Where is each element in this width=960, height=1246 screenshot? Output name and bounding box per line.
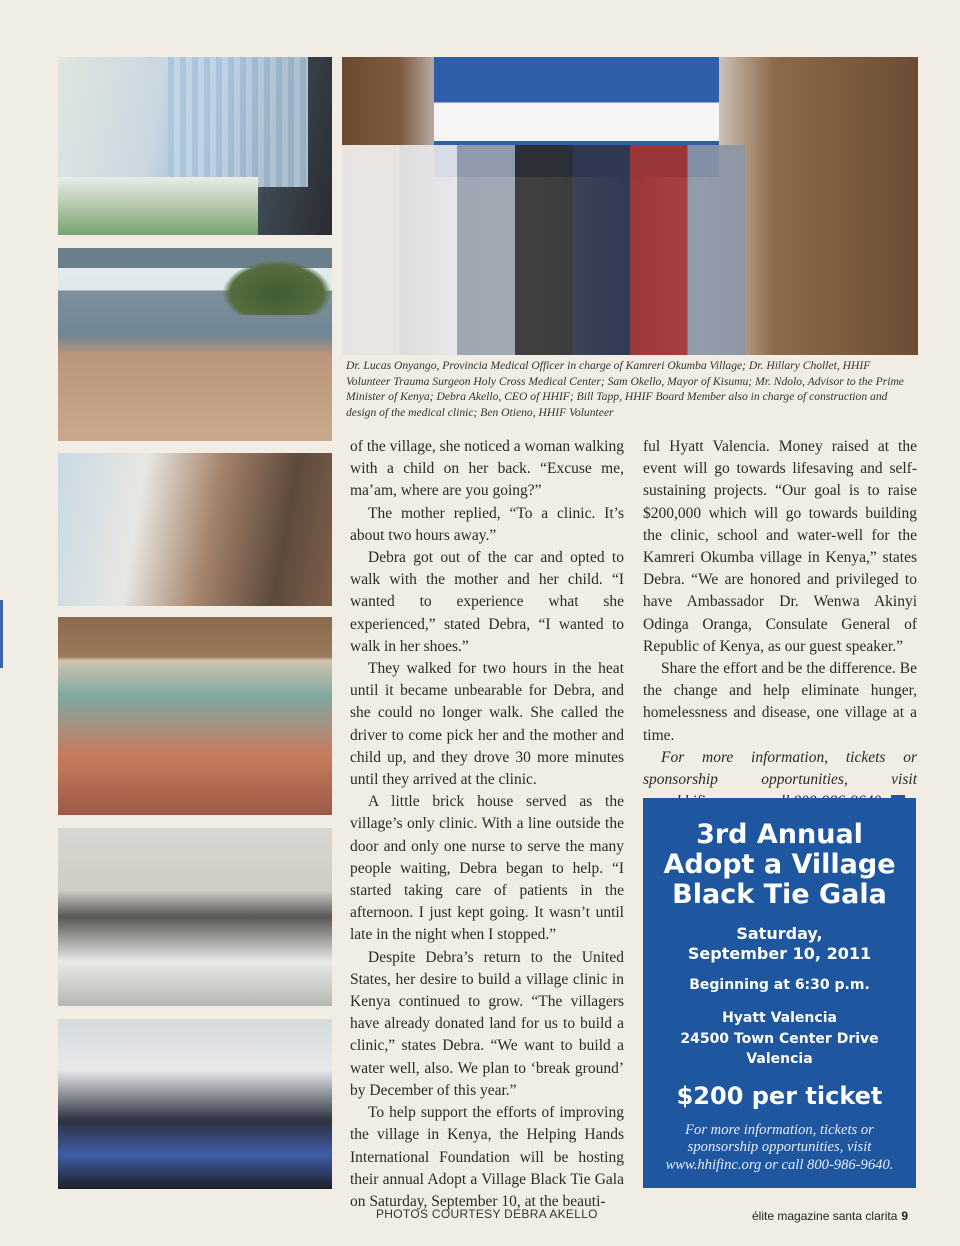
group-photo-caption: Dr. Lucas Onyango, Provincia Medical Officer in charge of Kamreri Okumba Village; Dr. Hillary Chollet, HHIF Volunteer Trauma Surgeon Holy Cross Medical Center; Sam Okello, Mayor of Kisumu; Mr. Ndolo, Advisor to the Prime Minister of Kenya; Debra Akello, CEO of HHIF; Bill Tapp, HHIF Board Member also in charge of construction and design of the medical clinic; Ben Otieno, HHIF Volunteer [346, 359, 904, 419]
photo-curtain [168, 57, 308, 187]
gala-title-line: Black Tie Gala [672, 879, 887, 910]
gala-title [643, 820, 916, 910]
gala-ticket-price: $200 per ticket [676, 1081, 883, 1110]
magazine-name: élite magazine santa clarita [752, 1209, 898, 1223]
paragraph: Despite Debra’s return to the United States, her desire to build a village clinic in Kenya continued to grow. “The villagers have already donated land for us to build a clinic,” states Debra. “We want to build a water well, also. We plan to ‘break ground’ by December of this year.” [350, 948, 624, 1099]
paragraph: A little brick house served as the village’s only clinic. With a line outside the door and only one nurse to serve the many people waiting, Debra began to help. “I started taking care of patients in the afternoon. I just kept going. It wasn’t until late in the night when I stopped.” [350, 793, 624, 944]
page-number: 9 [901, 1209, 909, 1223]
gala-announcement-box [643, 798, 916, 1188]
photo-hospital-corridor-meeting [58, 1019, 332, 1189]
gala-date [643, 924, 916, 964]
paragraph: They walked for two hours in the heat until it became unbearable for Debra, and she could no longer walk. She called the driver to come pick her and the mother and child up, and they drove 30 more minutes until they arrived at the clinic. [350, 660, 624, 789]
photo-tree [222, 260, 332, 315]
photo-waiting-women-children [58, 453, 332, 606]
photo-people [342, 145, 918, 355]
gala-venue [643, 1008, 916, 1070]
edge-accent-stripe [0, 600, 3, 668]
page-footer [752, 1209, 908, 1223]
photo-bed [58, 177, 258, 235]
gala-venue-line: 24500 Town Center Drive [680, 1030, 879, 1047]
photo-clinic-yard-group [58, 248, 332, 441]
gala-venue-line: Valencia [746, 1051, 813, 1067]
paragraph: To help support the efforts of improving the village in Kenya, the Helping Hands International Foundation will be hosting their annual Adopt a Village Black Tie Gala on Saturday, September 10, at the beauti- [350, 1104, 624, 1210]
photo-credit: PHOTOS COURTESY DEBRA AKELLO [376, 1207, 598, 1221]
paragraph: Share the effort and be the difference. Be the change and help eliminate hunger, homelessness and disease, one village at a time. [643, 660, 917, 744]
paragraph: The mother replied, “To a clinic. It’s about two hours away.” [350, 504, 624, 544]
photo-hospital-ward-beds [58, 57, 332, 235]
article-column-right [643, 436, 917, 813]
gala-date-line: September 10, 2011 [687, 944, 872, 963]
gala-contact-info: For more information, tickets or sponsorship opportunities, visit www.hhifinc.org or call 800-986-9640. [665, 1121, 894, 1173]
gala-venue-line: Hyatt Valencia [722, 1010, 837, 1026]
photo-patients-in-ward [58, 828, 332, 1006]
gala-title-line: Adopt a Village [663, 849, 896, 880]
gala-time: Beginning at 6:30 p.m. [689, 977, 870, 993]
paragraph: ful Hyatt Valencia. Money raised at the event will go towards lifesaving and self-sustaining projects. “Our goal is to raise $200,000 which will go towards building the clinic, school and water-well for the Kamreri Okumba village in Kenya,” states Debra. “We are honored and privileged to have Ambassador Dr. Wenwa Akinyi Odinga Oranga, Consulate General of Republic of Kenya, as our guest speaker.” [643, 438, 917, 655]
paragraph: Debra got out of the car and opted to walk with the mother and her child. “I wanted to experience what she experienced,” stated Debra, “I wanted to walk in her shoes.” [350, 549, 624, 655]
gala-date-line: Saturday, [736, 924, 823, 943]
paragraph: of the village, she noticed a woman walking with a child on her back. “Excuse me, ma’am, where are you going?” [350, 438, 624, 500]
contact-text: For more information, tickets or sponsorship opportunities, visit [643, 748, 917, 789]
gala-title-line: 3rd Annual [696, 819, 863, 850]
article-column-middle [350, 436, 624, 1213]
photo-clinic-waiting-room [58, 617, 332, 815]
photo-officials-group [342, 57, 918, 355]
